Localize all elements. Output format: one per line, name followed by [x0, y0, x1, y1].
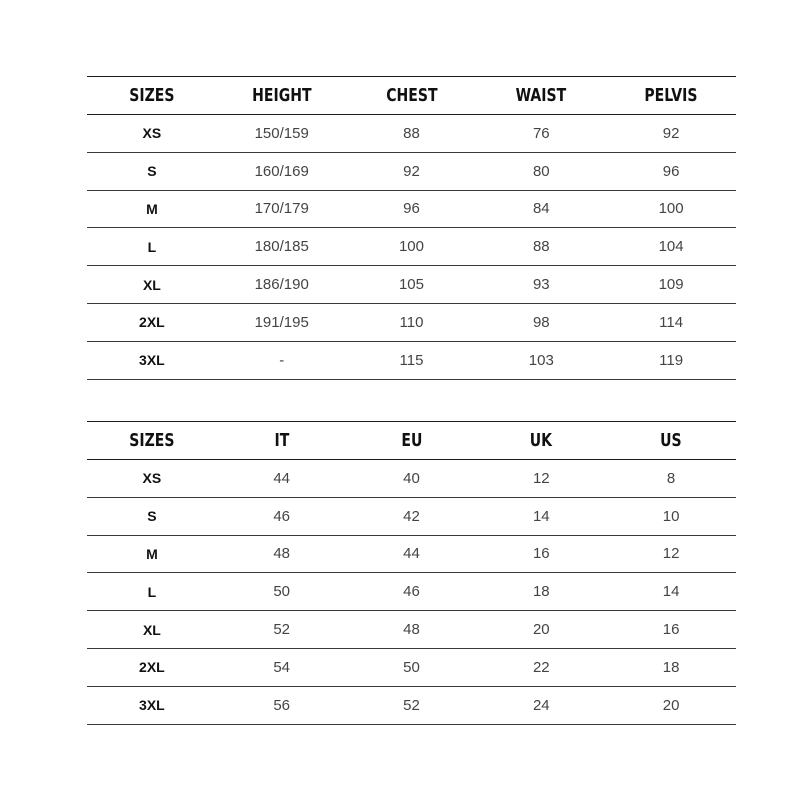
waist-cell: 103 — [476, 341, 606, 379]
uk-size-cell: 12 — [476, 460, 606, 498]
height-cell: - — [217, 341, 347, 379]
table-row — [87, 497, 736, 535]
table-row — [87, 341, 736, 379]
body-measurements-table — [87, 76, 736, 380]
table-row — [87, 266, 736, 304]
it-size-cell: 44 — [217, 460, 347, 498]
height-cell: 160/169 — [217, 152, 347, 190]
pelvis-cell: 114 — [606, 303, 736, 341]
table-row — [87, 115, 736, 153]
size-cell: S — [87, 497, 217, 535]
eu-size-cell: 40 — [347, 460, 477, 498]
column-header-waist: WAIST — [491, 77, 592, 115]
table-row — [87, 686, 736, 724]
us-size-cell: 8 — [606, 460, 736, 498]
waist-cell: 84 — [476, 190, 606, 228]
column-header-pelvis: PELVIS — [620, 77, 721, 115]
column-header-chest: CHEST — [361, 77, 462, 115]
table-row — [87, 152, 736, 190]
chest-cell: 88 — [347, 115, 477, 153]
pelvis-cell: 104 — [606, 228, 736, 266]
column-header-uk: UK — [491, 422, 592, 460]
uk-size-cell: 14 — [476, 497, 606, 535]
eu-size-cell: 48 — [347, 611, 477, 649]
size-cell: M — [87, 190, 217, 228]
waist-cell: 98 — [476, 303, 606, 341]
it-size-cell: 48 — [217, 535, 347, 573]
table-header — [87, 422, 736, 460]
it-size-cell: 56 — [217, 686, 347, 724]
uk-size-cell: 18 — [476, 573, 606, 611]
table-header — [87, 77, 736, 115]
table-row — [87, 535, 736, 573]
column-header-height: HEIGHT — [231, 77, 332, 115]
table-row — [87, 228, 736, 266]
column-header-us: US — [620, 422, 721, 460]
size-cell: 3XL — [87, 341, 217, 379]
header-row — [87, 77, 736, 115]
table-body — [87, 460, 736, 725]
us-size-cell: 18 — [606, 648, 736, 686]
eu-size-cell: 44 — [347, 535, 477, 573]
pelvis-cell: 100 — [606, 190, 736, 228]
us-size-cell: 20 — [606, 686, 736, 724]
size-cell: 2XL — [87, 648, 217, 686]
eu-size-cell: 50 — [347, 648, 477, 686]
waist-cell: 80 — [476, 152, 606, 190]
column-header-it: IT — [231, 422, 332, 460]
table-row — [87, 460, 736, 498]
it-size-cell: 54 — [217, 648, 347, 686]
uk-size-cell: 22 — [476, 648, 606, 686]
size-cell: XL — [87, 611, 217, 649]
table-row — [87, 190, 736, 228]
waist-cell: 88 — [476, 228, 606, 266]
pelvis-cell: 119 — [606, 341, 736, 379]
it-size-cell: 46 — [217, 497, 347, 535]
height-cell: 186/190 — [217, 266, 347, 304]
table-row — [87, 303, 736, 341]
chest-cell: 110 — [347, 303, 477, 341]
chest-cell: 100 — [347, 228, 477, 266]
table-row — [87, 611, 736, 649]
eu-size-cell: 52 — [347, 686, 477, 724]
column-header-eu: EU — [361, 422, 462, 460]
header-row — [87, 422, 736, 460]
pelvis-cell: 92 — [606, 115, 736, 153]
height-cell: 191/195 — [217, 303, 347, 341]
table-row — [87, 573, 736, 611]
size-cell: L — [87, 228, 217, 266]
height-cell: 150/159 — [217, 115, 347, 153]
column-header-sizes: SIZES — [101, 422, 202, 460]
size-cell: M — [87, 535, 217, 573]
waist-cell: 93 — [476, 266, 606, 304]
eu-size-cell: 42 — [347, 497, 477, 535]
us-size-cell: 10 — [606, 497, 736, 535]
height-cell: 180/185 — [217, 228, 347, 266]
us-size-cell: 12 — [606, 535, 736, 573]
column-header-sizes: SIZES — [101, 77, 202, 115]
height-cell: 170/179 — [217, 190, 347, 228]
table-body — [87, 115, 736, 380]
it-size-cell: 52 — [217, 611, 347, 649]
size-cell: XL — [87, 266, 217, 304]
uk-size-cell: 24 — [476, 686, 606, 724]
size-cell: 3XL — [87, 686, 217, 724]
size-cell: L — [87, 573, 217, 611]
waist-cell: 76 — [476, 115, 606, 153]
size-cell: S — [87, 152, 217, 190]
table-row — [87, 648, 736, 686]
pelvis-cell: 96 — [606, 152, 736, 190]
chest-cell: 105 — [347, 266, 477, 304]
chest-cell: 96 — [347, 190, 477, 228]
us-size-cell: 16 — [606, 611, 736, 649]
size-cell: XS — [87, 115, 217, 153]
uk-size-cell: 16 — [476, 535, 606, 573]
it-size-cell: 50 — [217, 573, 347, 611]
eu-size-cell: 46 — [347, 573, 477, 611]
size-cell: 2XL — [87, 303, 217, 341]
pelvis-cell: 109 — [606, 266, 736, 304]
size-cell: XS — [87, 460, 217, 498]
us-size-cell: 14 — [606, 573, 736, 611]
chest-cell: 115 — [347, 341, 477, 379]
international-sizes-table — [87, 421, 736, 725]
uk-size-cell: 20 — [476, 611, 606, 649]
chest-cell: 92 — [347, 152, 477, 190]
